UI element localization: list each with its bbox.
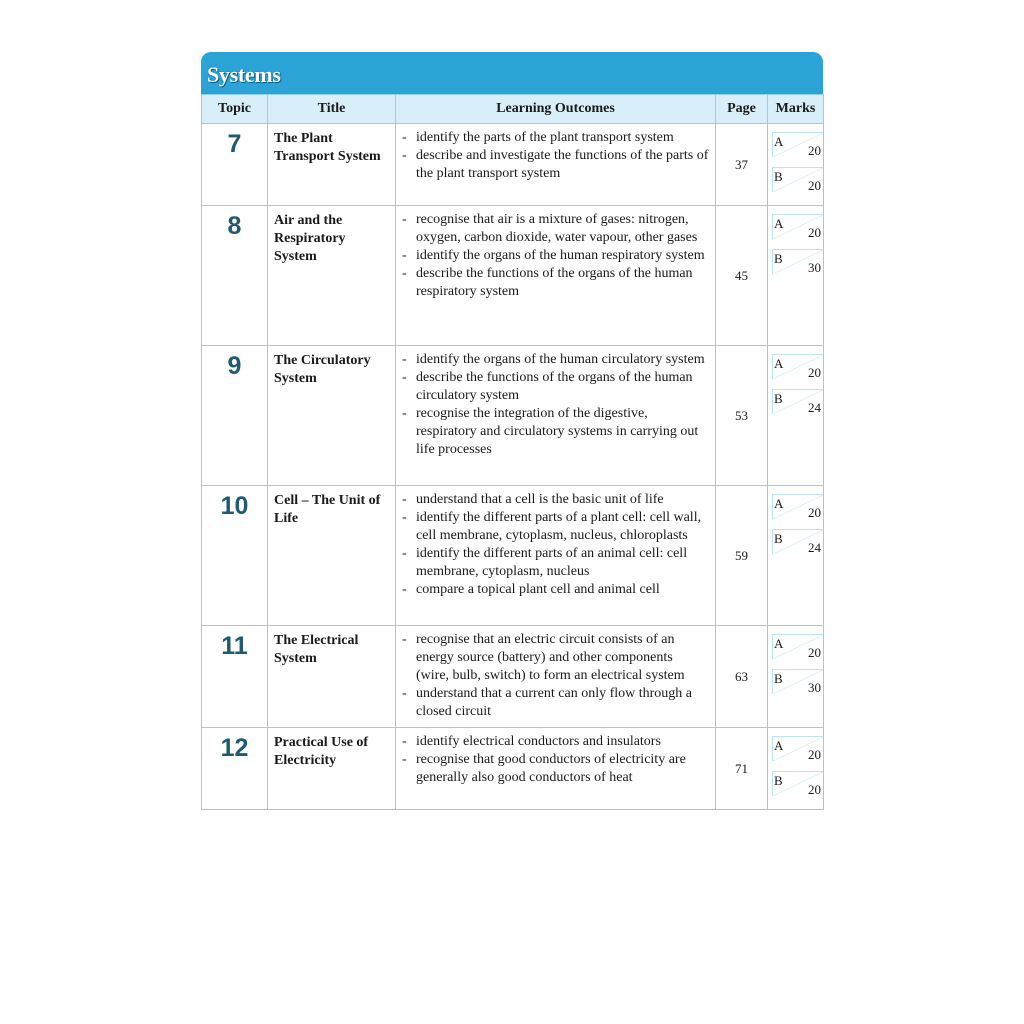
topic-number: 12 bbox=[202, 728, 268, 810]
marks-box-b bbox=[772, 249, 823, 274]
outcomes-list bbox=[400, 631, 709, 721]
marks-cell bbox=[768, 124, 824, 206]
table-row bbox=[202, 626, 824, 728]
marks-section-label: B bbox=[774, 531, 783, 546]
topic-title: The Electrical System bbox=[268, 626, 396, 728]
page-number: 53 bbox=[716, 346, 768, 486]
header-marks: Marks bbox=[768, 95, 824, 124]
section-title: Systems bbox=[207, 62, 281, 87]
topic-number: 10 bbox=[202, 486, 268, 626]
marks-box-b bbox=[772, 389, 823, 414]
topic-title: The Circulatory System bbox=[268, 346, 396, 486]
outcome-item: - identify electrical conductors and insulators bbox=[400, 733, 709, 751]
marks-section-label: B bbox=[774, 671, 783, 686]
topic-title: Air and the Respiratory System bbox=[268, 206, 396, 346]
outcome-item: - understand that a current can only flow through a closed circuit bbox=[400, 685, 709, 721]
topic-number: 11 bbox=[202, 626, 268, 728]
marks-value: 30 bbox=[808, 680, 821, 695]
marks-section-label: A bbox=[774, 636, 784, 651]
outcome-item: - compare a topical plant cell and animal cell bbox=[400, 581, 709, 599]
table-row bbox=[202, 346, 824, 486]
marks-value: 20 bbox=[808, 178, 821, 193]
outcome-item: - describe the functions of the organs of the human circulatory system bbox=[400, 369, 709, 405]
outcome-item: - recognise that an electric circuit consists of an energy source (battery) and other components (wire, bulb, switch) to form an electrical system bbox=[400, 631, 709, 685]
learning-outcomes bbox=[396, 728, 716, 810]
marks-box-a bbox=[772, 214, 823, 239]
page-number: 45 bbox=[716, 206, 768, 346]
marks-value: 20 bbox=[808, 645, 821, 660]
table-body bbox=[202, 124, 824, 810]
header-page: Page bbox=[716, 95, 768, 124]
marks-section-label: B bbox=[774, 251, 783, 266]
marks-box-a bbox=[772, 354, 823, 379]
marks-value: 24 bbox=[808, 400, 821, 415]
outcome-item: - recognise the integration of the digestive, respiratory and circulatory systems in carrying out life processes bbox=[400, 405, 709, 459]
table-row bbox=[202, 124, 824, 206]
marks-cell bbox=[768, 206, 824, 346]
marks-value: 20 bbox=[808, 782, 821, 797]
marks-box-a bbox=[772, 494, 823, 519]
outcome-item: - identify the organs of the human respiratory system bbox=[400, 247, 709, 265]
marks-value: 20 bbox=[808, 505, 821, 520]
outcomes-list bbox=[400, 129, 709, 183]
table-row bbox=[202, 206, 824, 346]
outcome-item: - identify the different parts of an animal cell: cell membrane, cytoplasm, nucleus bbox=[400, 545, 709, 581]
table-row bbox=[202, 728, 824, 810]
marks-cell bbox=[768, 346, 824, 486]
header-topic: Topic bbox=[202, 95, 268, 124]
marks-value: 24 bbox=[808, 540, 821, 555]
marks-section-label: A bbox=[774, 216, 784, 231]
learning-outcomes bbox=[396, 626, 716, 728]
marks-box-b bbox=[772, 167, 823, 192]
marks-box-a bbox=[772, 634, 823, 659]
outcomes-list bbox=[400, 351, 709, 459]
marks-section-label: A bbox=[774, 496, 784, 511]
learning-outcomes bbox=[396, 346, 716, 486]
page-number: 59 bbox=[716, 486, 768, 626]
topic-number: 9 bbox=[202, 346, 268, 486]
marks-cell bbox=[768, 626, 824, 728]
marks-cell bbox=[768, 486, 824, 626]
outcome-item: - recognise that air is a mixture of gases: nitrogen, oxygen, carbon dioxide, water vapour, other gases bbox=[400, 211, 709, 247]
outcome-item: - identify the different parts of a plant cell: cell wall, cell membrane, cytoplasm, nucleus, chloroplasts bbox=[400, 509, 709, 545]
outcome-item: - describe the functions of the organs of the human respiratory system bbox=[400, 265, 709, 301]
marks-box-a bbox=[772, 736, 823, 761]
page-number: 37 bbox=[716, 124, 768, 206]
page-number: 63 bbox=[716, 626, 768, 728]
marks-section-label: B bbox=[774, 169, 783, 184]
table-row bbox=[202, 486, 824, 626]
outcomes-list bbox=[400, 491, 709, 599]
header-learning-outcomes: Learning Outcomes bbox=[396, 95, 716, 124]
topic-number: 8 bbox=[202, 206, 268, 346]
marks-section-label: A bbox=[774, 356, 784, 371]
marks-value: 20 bbox=[808, 365, 821, 380]
outcomes-list bbox=[400, 733, 709, 787]
outcomes-list bbox=[400, 211, 709, 301]
section-banner bbox=[201, 52, 823, 94]
marks-box-b bbox=[772, 771, 823, 796]
systems-panel bbox=[201, 52, 823, 810]
topic-title: Practical Use of Electricity bbox=[268, 728, 396, 810]
learning-outcomes bbox=[396, 486, 716, 626]
outcome-item: - identify the parts of the plant transport system bbox=[400, 129, 709, 147]
learning-outcomes bbox=[396, 206, 716, 346]
outcome-item: - understand that a cell is the basic unit of life bbox=[400, 491, 709, 509]
header-title: Title bbox=[268, 95, 396, 124]
marks-section-label: B bbox=[774, 773, 783, 788]
marks-section-label: A bbox=[774, 134, 784, 149]
marks-box-b bbox=[772, 669, 823, 694]
marks-section-label: B bbox=[774, 391, 783, 406]
learning-outcomes bbox=[396, 124, 716, 206]
marks-value: 20 bbox=[808, 747, 821, 762]
table-header-row bbox=[202, 95, 824, 124]
topic-title: Cell – The Unit of Life bbox=[268, 486, 396, 626]
marks-section-label: A bbox=[774, 738, 784, 753]
topics-table bbox=[201, 94, 824, 810]
page-number: 71 bbox=[716, 728, 768, 810]
marks-box-a bbox=[772, 132, 823, 157]
outcome-item: - identify the organs of the human circulatory system bbox=[400, 351, 709, 369]
topic-title: The Plant Transport System bbox=[268, 124, 396, 206]
marks-cell bbox=[768, 728, 824, 810]
topic-number: 7 bbox=[202, 124, 268, 206]
marks-value: 20 bbox=[808, 225, 821, 240]
marks-value: 30 bbox=[808, 260, 821, 275]
outcome-item: - recognise that good conductors of electricity are generally also good conductors of heat bbox=[400, 751, 709, 787]
outcome-item: - describe and investigate the functions of the parts of the plant transport system bbox=[400, 147, 709, 183]
marks-value: 20 bbox=[808, 143, 821, 158]
marks-box-b bbox=[772, 529, 823, 554]
